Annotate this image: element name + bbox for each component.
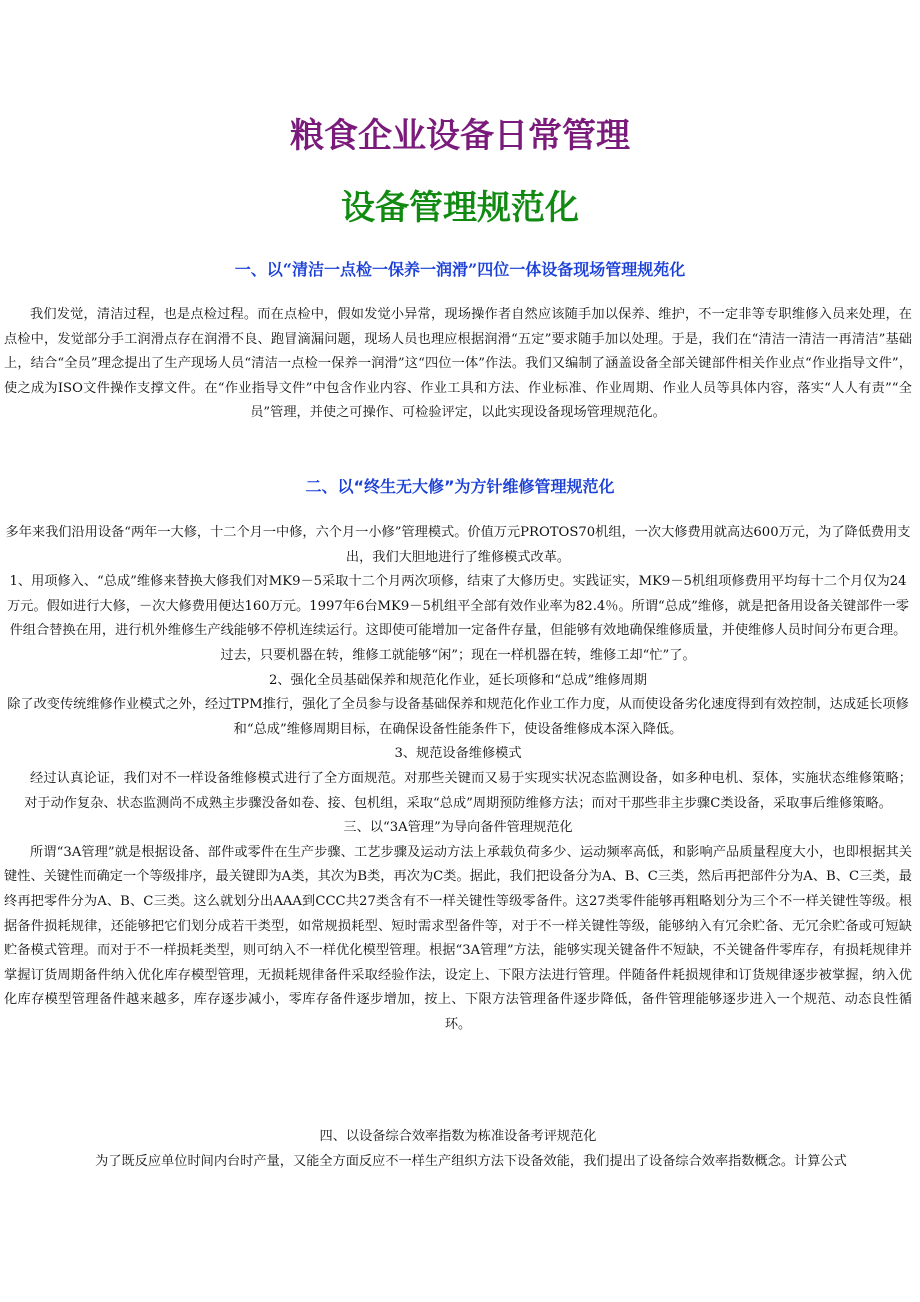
section4-heading: 四、以设备综合效率指数为栋准设备考评规范化	[319, 1129, 597, 1144]
section2-item1: 1、用项修入、“总成”维修来替换大修我们对MK9－5采取十二个月两次项修，结束了大修历史。实践证实，MK9－5机组项修费用平均每十二个月仅为24万元。假如进行大修，－次大修费用便达160万元。1997年6台MK9－5机组平全部有效作业率为82.4％。所谓“总成”维修，就是把备用设备关键部件一零件组合替换在用，进行机外维修生产线能够不停机连续运行。这即使可能增加一定备件存量，但能够有效地确保维修质量，并使维修人员时间分布更合理。过去，只要机器在转，维修工就能够“闲”；现在一样机器在转，维修工却“忙”了。	[7, 574, 909, 663]
document-title: 粮食企业设备日常管理	[290, 116, 630, 156]
section2-item3-body: 经过认真论证，我们对不一样设备维修模式进行了全方面规范。对那些关键而又易于实现实状况态监测设备，如多种电机、泵体，实施状态维修策略；对于动作复杂、状态监测尚不成熟主步骤没备如卷、接、包机组，采取“总成”周期预防维修方法；而对干那些非主步骤C类设备，采取事后维修策略。	[24, 770, 912, 811]
section4-paragraph: 为了既反应单位时间内台时产量，又能全方面反应不一样生产组织方法下设备效能，我们提出了设备综合效率指数概念。计算公式	[95, 1153, 847, 1169]
section2-heading: 二、以“终生无大修”为方针维修管理规范化	[305, 477, 615, 496]
section4-body	[4, 1125, 912, 1174]
section2-item2-title: 2、强化全员基础保养和规范化作业，延长项修和“总成”维修周期	[269, 672, 647, 688]
section1-paragraph: 我们发觉，清洁过程，也是点检过程。而在点检中，假如发觉小异常，现场操作者自然应该随手加以保养、维护，不一定非等专职维修入员来处理，在点检中，发觉部分手工润滑点存在润滑不良、跑冒滴漏问题，现场人员也理应根据润滑“五定”要求随手加以处理。于是，我们在“清洁一清洁一再清洁”基础上，结合“全员”理念提出了生产现场人员“清洁一点检一保养一润滑”这“四位一体”作法。我们又编制了涵盖设备全部关键部件相关作业点“作业指导文件”，使之成为ISO文件操作支撑文件。在“作业指导文件”中包含作业内容、作业工具和方法、作业标准、作业周期、作业人员等具体内容，落实“人人有责”“全员”管理，并使之可操作、可检验评定，以此实现设备现场管理规范化。	[4, 307, 912, 421]
section3-heading: 三、以“3A管理”为导向备件管理规范化	[343, 820, 573, 836]
section2-body	[4, 521, 912, 1037]
document-subtitle: 设备管理规范化	[341, 188, 579, 228]
section1-body	[4, 303, 912, 426]
section2-item3-title: 3、规范设备维修模式	[394, 746, 522, 762]
section2-item2-body: 除了改变传统维修作业模式之外，经过TPM推行，强化了全员参与设备基础保养和规范化作业工作力度，从而使设备劣化速度得到有效控制，达成延长项修和“总成”维修周期目标，在确保设备性能条件下，使设备维修成本深入降低。	[7, 697, 909, 737]
section1-heading: 一、以“清洁一点检一保养一润滑”四位一体设备现场管理规苑化	[234, 260, 686, 279]
section2-intro: 多年来我们沿用设备“两年一大修，十二个月一中修，六个月一小修”管理模式。价值万元PROTOS70机组，一次大修费用就高达600万元，为了降低费用支出，我们大胆地进行了维修模式改革。	[5, 525, 911, 565]
section3-paragraph: 所谓“3A管理”就是根据设备、部件或零件在生产步骤、工艺步骤及运动方法上承载负荷多少、运动频率高低，和影响产品质量程度大小，也即根据其关键性、关键性而确定一个等级排序，最关键即为A类，其次为B类，再次为C类。据此，我们把设备分为A、B、C三类，然后再把部件分为A、B、C三类，最终再把零件分为A、B、C三类。这么就划分出AAA到CCC共27类含有不一样关键性等级零备件。这27类零件能够再粗略划分为三个不一样关键性等级。根据备件损耗规律，还能够把它们划分成若干类型，如常规损耗型、短时需求型备件等，对于不一样关键性等级，能够纳入有冗余贮备、无冗余贮备或可短缺贮备模式管理。而对于不一样损耗类型，则可纳入不一样优化模型管理。根据“3A管理”方法，能够实现关键备件不短缺，不关键备件零库存，有损耗规律并掌握订货周期备件纳入优化库存模型管理，无损耗规律备件采取经验作法，设定上、下限方法进行管理。伴随备件耗损规律和订货规律逐步被掌握，纳入优化库存模型管理备件越来越多，库存逐步减小，零库存备件逐步增加，按上、下限方法管理备件逐步降低，备件管理能够逐步进入一个规范、动态良性循环。	[4, 844, 912, 1032]
